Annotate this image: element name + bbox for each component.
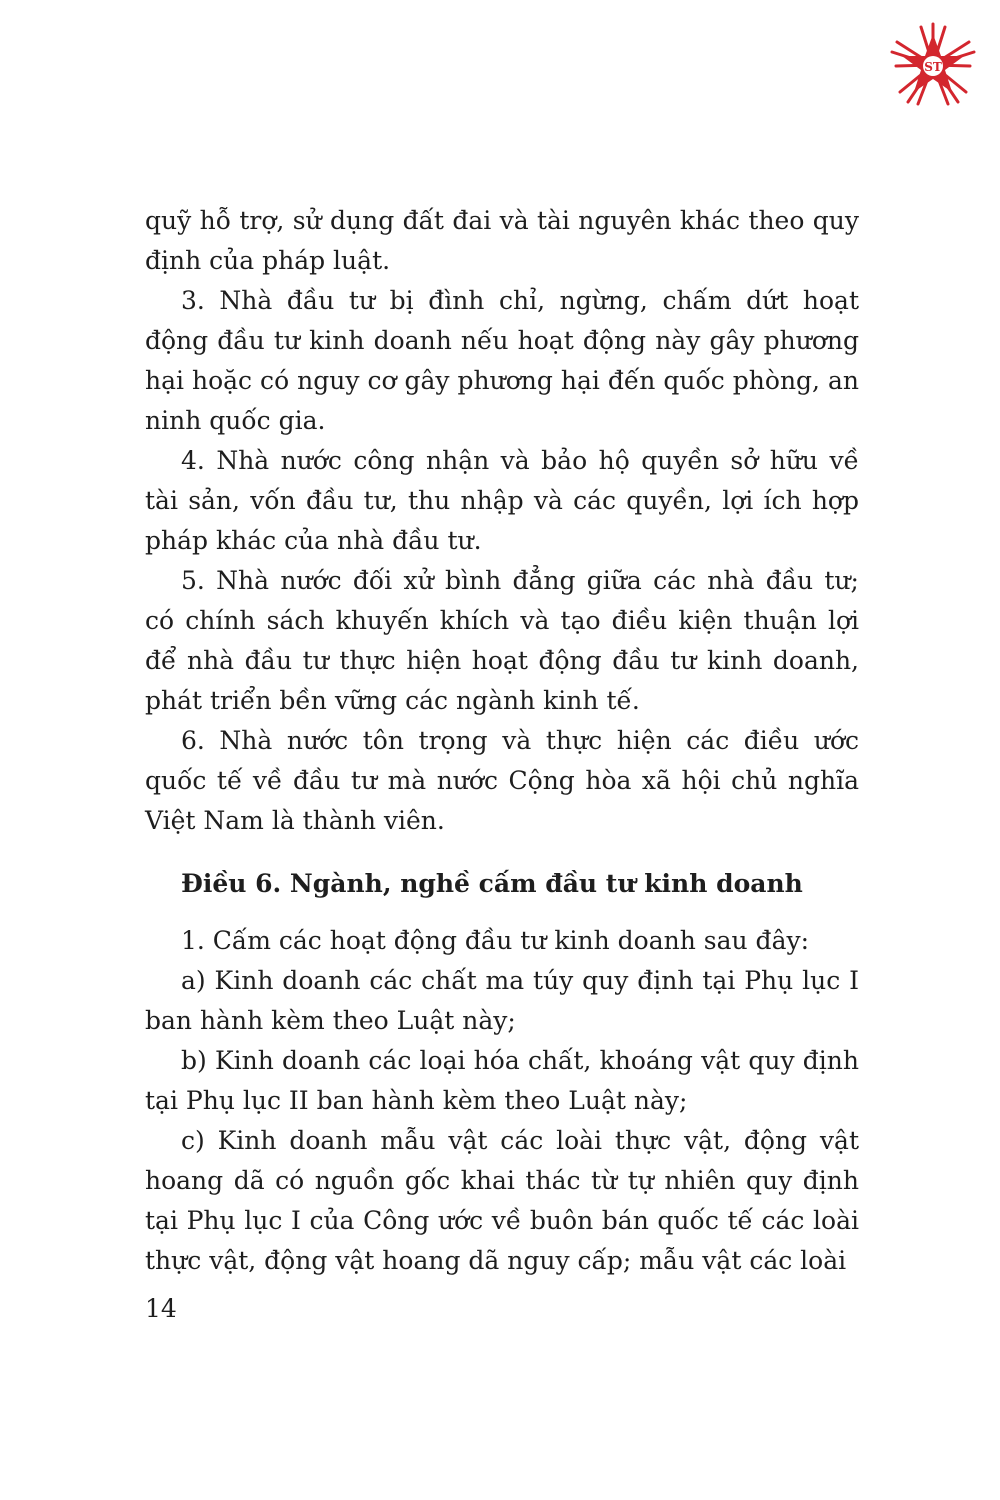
paragraph-clause-4: 4. Nhà nước công nhận và bảo hộ quyền sở hữu về tài sản, vốn đầu tư, thu nhập và các quyền, lợi ích hợp pháp khác của nhà đầu tư. [145, 446, 859, 555]
page-body [145, 201, 859, 1281]
paragraph-item-a: a) Kinh doanh các chất ma túy quy định tại Phụ lục I ban hành kèm theo Luật này; [145, 966, 859, 1035]
page-number: 14 [145, 1294, 177, 1323]
paragraph-article6-clause-1: 1. Cấm các hoạt động đầu tư kinh doanh sau đây: [181, 926, 810, 955]
paragraph-item-c: c) Kinh doanh mẫu vật các loài thực vật, động vật hoang dã có nguồn gốc khai thác từ tự nhiên quy định tại Phụ lục I của Công ước về buôn bán quốc tế các loài thực vật, động vật hoang dã nguy cấp; mẫu vật các loài [145, 1126, 859, 1275]
publisher-star-logo [890, 22, 976, 108]
paragraph: quỹ hỗ trợ, sử dụng đất đai và tài nguyên khác theo quy định của pháp luật. [145, 206, 859, 275]
paragraph-clause-3: 3. Nhà đầu tư bị đình chỉ, ngừng, chấm dứt hoạt động đầu tư kinh doanh nếu hoạt động này gây phương hại hoặc có nguy cơ gây phương hại đến quốc phòng, an ninh quốc gia. [145, 286, 859, 435]
article-heading: Điều 6. Ngành, nghề cấm đầu tư kinh doanh [181, 869, 803, 898]
paragraph-clause-5: 5. Nhà nước đối xử bình đẳng giữa các nhà đầu tư; có chính sách khuyến khích và tạo điều kiện thuận lợi để nhà đầu tư thực hiện hoạt động đầu tư kinh doanh, phát triển bền vững các ngành kinh tế. [145, 566, 859, 715]
paragraph-clause-6: 6. Nhà nước tôn trọng và thực hiện các điều ước quốc tế về đầu tư mà nước Cộng hòa xã hội chủ nghĩa Việt Nam là thành viên. [145, 726, 859, 835]
paragraph-item-b: b) Kinh doanh các loại hóa chất, khoáng vật quy định tại Phụ lục II ban hành kèm theo Luật này; [145, 1046, 859, 1115]
svg-text:ST: ST [924, 60, 942, 74]
star-logo-icon [890, 22, 976, 108]
